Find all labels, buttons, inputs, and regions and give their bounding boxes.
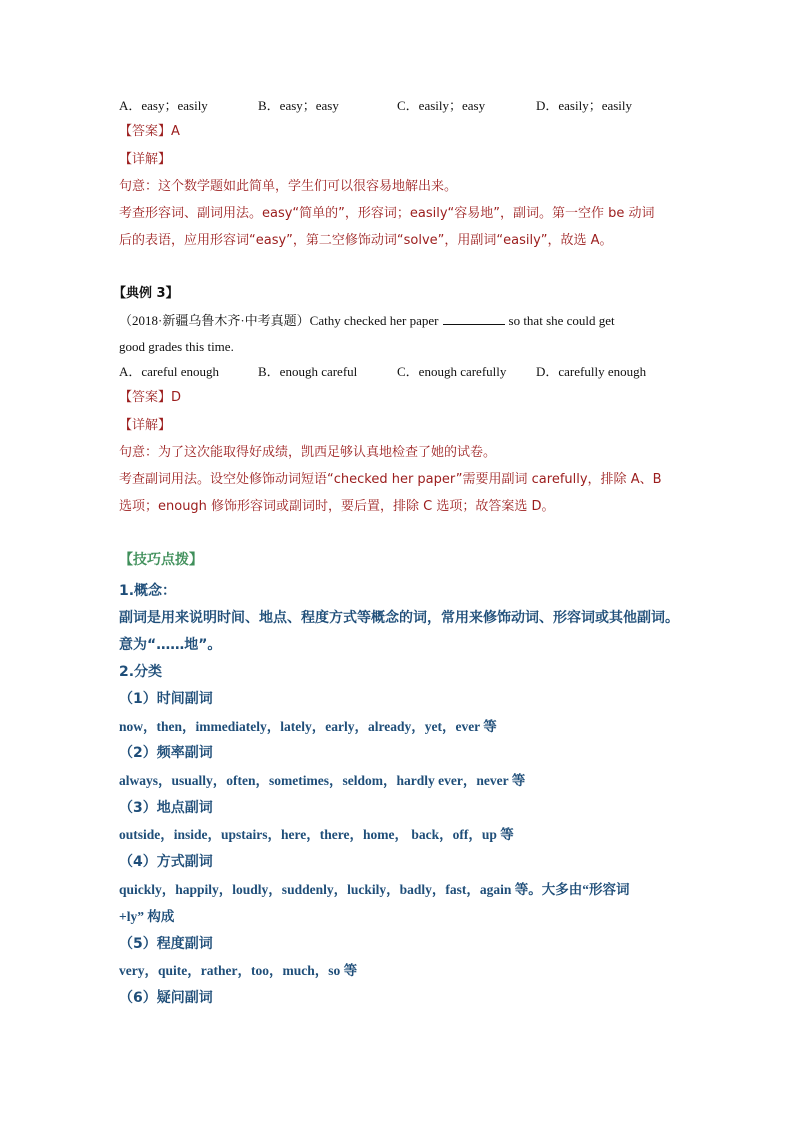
category-place-words: outside，inside，upstairs，here，there，home， back，off，up 等 xyxy=(119,827,514,842)
ex3-option-c: C．enough carefully xyxy=(397,364,507,379)
ex2-option-c: C．easily；easy xyxy=(397,98,486,113)
ex3-question-line-2: good grades this time. xyxy=(119,339,234,354)
category-manner-words: quickly，happily，loudly，suddenly，luckily，badly，fast，again 等。大多由“形容词 xyxy=(119,882,630,897)
ex3-detail-label: 【详解】 xyxy=(119,418,172,433)
ex3-question-line-1 xyxy=(119,312,615,330)
ex2-explanation-line-1: 考查形容词、副词用法。easy“简单的”，形容词；easily“容易地”，副词。第一空作 be 动词 xyxy=(119,206,655,221)
ex3-answer-blank xyxy=(443,312,505,325)
ex3-answer xyxy=(119,389,181,407)
ex3-answer-label: 【答案】 xyxy=(119,390,172,405)
ex2-options xyxy=(119,97,632,115)
ex3-option-d: D．carefully enough xyxy=(536,364,647,379)
ex3-explanation-line-2: 选项；enough 修饰形容词或副词时，要后置，排除 C 选项；故答案选 D。 xyxy=(119,499,555,514)
ex3-heading: 【典例 3】 xyxy=(113,286,179,301)
ex2-detail-label: 【详解】 xyxy=(119,152,172,167)
category-manner-title: （4）方式副词 xyxy=(119,854,213,870)
ex3-option-b: B．enough careful xyxy=(258,364,358,379)
ex2-option-a: A．easy；easily xyxy=(119,98,208,113)
ex3-meaning: 句意：为了这次能取得好成绩，凯西足够认真地检查了她的试卷。 xyxy=(119,445,497,460)
category-frequency-title: （2）频率副词 xyxy=(119,745,213,761)
ex2-answer-label: 【答案】 xyxy=(119,124,172,139)
tips-heading: 【技巧点拨】 xyxy=(119,552,203,568)
category-place-title: （3）地点副词 xyxy=(119,800,213,816)
ex2-explanation-line-2: 后的表语，应用形容词“easy”，第二空修饰动词“solve”，用副词“easily”，故选 A。 xyxy=(119,233,613,248)
ex2-answer-value: A xyxy=(171,124,180,139)
category-time-words: now，then，immediately，lately，early，already，yet，ever 等 xyxy=(119,719,497,734)
ex3-option-a: A．careful enough xyxy=(119,364,219,379)
category-degree-title: （5）程度副词 xyxy=(119,936,213,952)
concept-line-2: 意为“……地”。 xyxy=(119,637,222,653)
category-frequency-words: always，usually，often，sometimes，seldom，hardly ever，never 等 xyxy=(119,773,526,788)
classification-title: 2.分类 xyxy=(119,664,163,680)
ex3-answer-value: D xyxy=(171,390,182,405)
ex2-option-d: D．easily；easily xyxy=(536,98,633,113)
category-interrogative-title: （6）疑问副词 xyxy=(119,990,213,1006)
ex2-answer xyxy=(119,123,180,141)
concept-line-1: 副词是用来说明时间、地点、程度方式等概念的词，常用来修饰动词、形容词或其他副词。 xyxy=(119,610,679,626)
ex3-options xyxy=(119,363,646,381)
ex3-question-post: so that she could get xyxy=(508,313,615,328)
ex3-explanation-line-1: 考查副词用法。设空处修饰动词短语“checked her paper”需要用副词 carefully，排除 A、B xyxy=(119,472,662,487)
category-manner-words-cont: +ly” 构成 xyxy=(119,909,175,924)
ex2-option-b: B．easy；easy xyxy=(258,98,339,113)
category-time-title: （1）时间副词 xyxy=(119,691,213,707)
ex3-question-pre: （2018·新疆乌鲁木齐·中考真题）Cathy checked her paper xyxy=(119,313,439,328)
ex2-meaning: 句意：这个数学题如此简单，学生们可以很容易地解出来。 xyxy=(119,179,458,194)
category-degree-words: very，quite，rather，too，much，so 等 xyxy=(119,963,358,978)
concept-title: 1.概念： xyxy=(119,583,177,599)
